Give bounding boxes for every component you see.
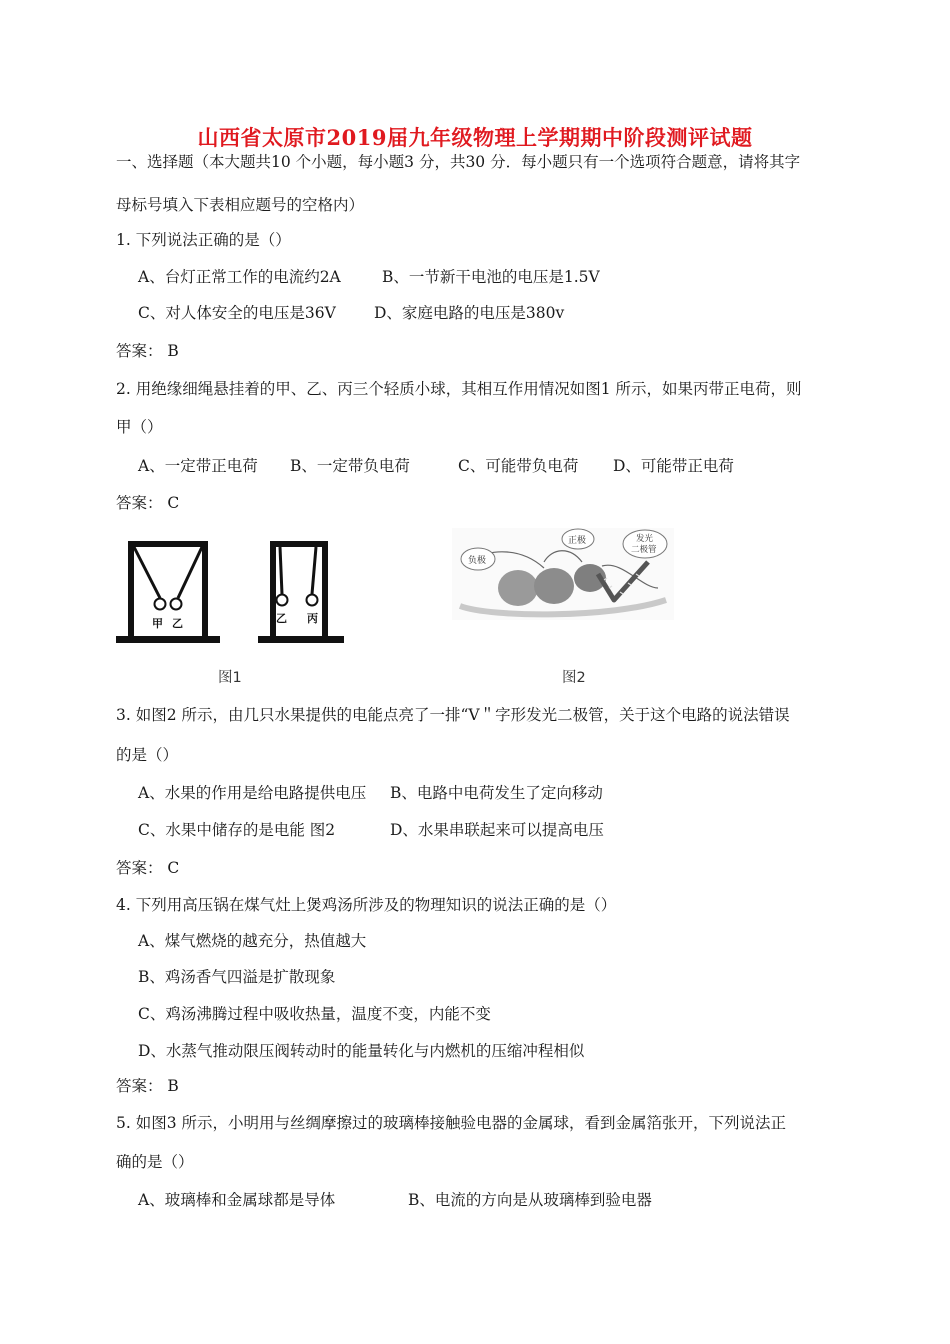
q4-option-a: A、煤气燃烧的越充分，热值越大 [138, 932, 367, 950]
q3-stem-line1: 3. 如图2 所示，由几只水果提供的电能点亮了一排“V＂字形发光二极管，关于这个电路的说法错误 [116, 706, 790, 724]
figure-2-caption: 图2 [562, 670, 586, 686]
fig1-ball-yi-right [277, 595, 288, 606]
q4-answer: 答案： B [116, 1077, 179, 1095]
q4-option-b: B、鸡汤香气四溢是扩散现象 [138, 968, 336, 986]
fig2-label-led-2: 二极管 [631, 545, 657, 555]
fig1-threads-left [134, 547, 202, 598]
q5-stem-line1: 5. 如图3 所示，小明用与丝绸摩擦过的玻璃棒接触验电器的金属球，看到金属箔张开，下列说法正 [116, 1114, 787, 1132]
q1-stem: 1. 下列说法正确的是（） [116, 231, 291, 249]
q2-option-d: D、可能带正电荷 [613, 457, 734, 475]
fig2-fruit-1 [498, 570, 538, 606]
q2-option-c: C、可能带负电荷 [458, 457, 579, 475]
fig2-label-negative: 负极 [468, 556, 487, 566]
q1-answer: 答案： B [116, 342, 179, 360]
q5-options-row [138, 1189, 858, 1211]
q3-options-row2 [138, 819, 858, 841]
q3-stem-line2: 的是（） [116, 746, 179, 764]
fig1-ball-bing [307, 595, 318, 606]
q3-options-row1 [138, 782, 858, 804]
q3-option-a: A、水果的作用是给电路提供电压 [138, 784, 367, 802]
q1-option-b: B、一节新干电池的电压是1.5V [382, 268, 600, 286]
section-heading-line2: 母标号填入下表相应题号的空格内） [116, 196, 365, 214]
q4-option-d: D、水蒸气推动限压阀转动时的能量转化与内燃机的压缩冲程相似 [138, 1042, 585, 1060]
fig1-label-bing: 丙 [307, 612, 318, 625]
q1-option-c: C、对人体安全的电压是36V [138, 304, 336, 322]
q2-option-b: B、一定带负电荷 [290, 457, 410, 475]
q5-option-a: A、玻璃棒和金属球都是导体 [138, 1191, 336, 1209]
q3-option-c: C、水果中储存的是电能 图2 [138, 821, 336, 839]
page-title: 山西省太原市2019届九年级物理上学期期中阶段测评试题 [197, 125, 753, 150]
q2-stem-line2: 甲（） [116, 418, 163, 436]
fig1-frame-left [116, 541, 220, 643]
q1-option-d: D、家庭电路的电压是380v [374, 304, 565, 322]
q3-answer: 答案： C [116, 859, 180, 877]
figure-1-diagram [112, 538, 347, 648]
fig1-frame-right [258, 541, 344, 643]
fig1-ball-yi-left [171, 599, 182, 610]
q5-stem-line2: 确的是（） [116, 1153, 194, 1171]
q4-stem: 4. 下列用高压锅在煤气灶上煲鸡汤所涉及的物理知识的说法正确的是（） [116, 896, 617, 914]
q2-option-a: A、一定带正电荷 [138, 457, 258, 475]
q2-answer: 答案： C [116, 494, 180, 512]
fig1-label-yi-left: 乙 [172, 617, 183, 630]
fig2-label-led-1: 发光 [636, 534, 654, 544]
q2-stem-line1: 2. 用绝缘细绳悬挂着的甲、乙、丙三个轻质小球，其相互作用情况如图1 所示，如果丙带正电荷，则 [116, 380, 802, 398]
section-heading-line1: 一、选择题（本大题共10 个小题，每小题3 分，共30 分．每小题只有一个选项符合题意，请将其字 [116, 153, 801, 171]
q4-option-c: C、鸡汤沸腾过程中吸收热量，温度不变，内能不变 [138, 1005, 491, 1023]
q1-options-row2 [138, 302, 858, 324]
q1-option-a: A、台灯正常工作的电流约2A [138, 268, 341, 286]
fig2-fruit-2 [534, 568, 574, 604]
fig1-label-jia: 甲 [152, 617, 163, 630]
q2-options-row [138, 455, 858, 477]
figure-2-photo [452, 528, 674, 620]
q5-option-b: B、电流的方向是从玻璃棒到验电器 [408, 1191, 652, 1209]
figure-1-caption: 图1 [218, 670, 242, 686]
fig1-ball-jia [155, 599, 166, 610]
fig1-threads-right [280, 547, 316, 594]
q3-option-d: D、水果串联起来可以提高电压 [390, 821, 604, 839]
fig2-label-positive: 正极 [568, 536, 587, 546]
q3-option-b: B、电路中电荷发生了定向移动 [390, 784, 603, 802]
fig1-label-yi-right: 乙 [276, 612, 287, 625]
q1-options-row1 [138, 266, 858, 288]
